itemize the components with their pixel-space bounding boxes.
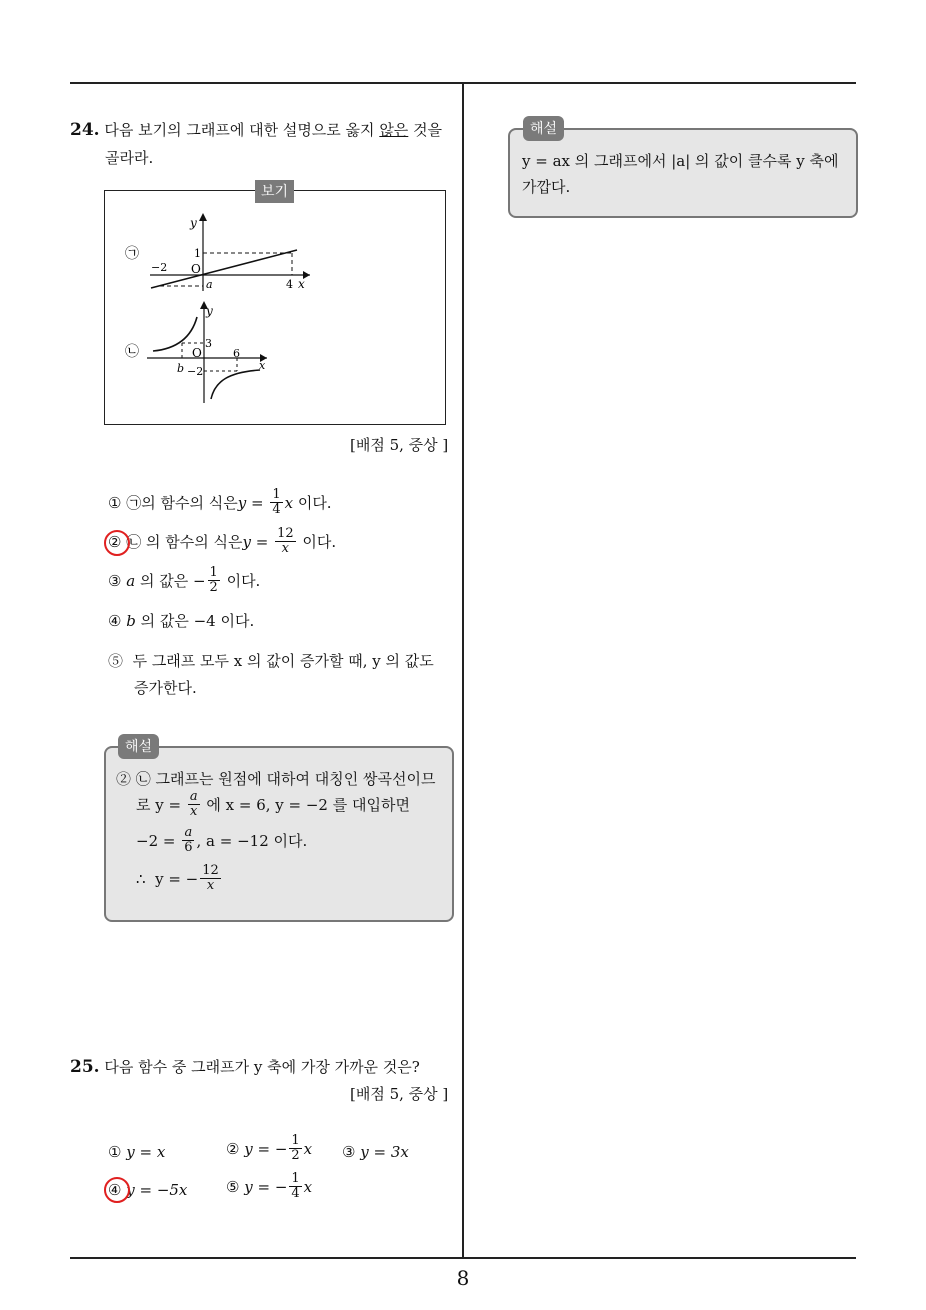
option-text: 의 값은 − [135,572,206,590]
question-25 [70,1053,460,1081]
option-var: y [242,532,251,551]
graph-b-branch-right [211,370,260,399]
question-text: 다음 보기의 그래프에 대한 설명으로 옳지 [104,121,380,139]
option-var: a [126,571,136,590]
option-post: 이다. [297,533,337,551]
question-text-line2: 골라라. [105,149,154,167]
q24-option-1[interactable] [108,488,332,517]
option-eq: = [250,532,274,551]
option-number: ④ [108,611,122,630]
option-post: 이다. [221,572,261,590]
option-number: ② [108,532,122,551]
frac-den: 6 [184,840,193,855]
option-post-var: x [284,493,294,512]
graph-a-origin: O [191,262,201,276]
sol-text: −2 = [136,831,181,850]
q24-solution-line1: ② ㉡ 그래프는 원점에 대하여 대칭인 쌍곡선이므 [116,770,436,788]
frac-den: x [281,541,290,556]
option-fraction [289,1134,301,1163]
sol-fraction [188,790,200,819]
q24-option-5[interactable] [108,648,434,702]
sol-text: 에 x = 6, y = −2 를 대입하면 [201,796,410,814]
right-solution-label: 해설 [523,116,564,141]
page-number: 8 [456,1266,470,1290]
q25-option-2[interactable] [226,1134,312,1163]
graph-a-tick-4: 4 [286,278,293,291]
q24-solution-line2 [136,790,410,819]
frac-num: 1 [209,565,218,580]
selected-answer-circle [104,1177,130,1203]
q25-option-1[interactable] [108,1143,165,1161]
selected-answer-circle [104,530,130,556]
q24-solution-line4 [136,864,223,893]
option-expr: y = 3x [360,1143,409,1161]
q24-score: [배점 5, 중상 ] [350,436,449,454]
option-number: ① [108,1143,122,1161]
graph-b-marker: ㉡ [125,344,139,360]
graph-b-x-label: x [259,359,266,372]
question-number: 25. [70,1057,100,1077]
frac-den: x [206,878,215,893]
option-text: 의 값은 −4 이다. [135,612,255,630]
graph-a-marker: ㉠ [125,246,139,262]
graph-b-branch-left [153,317,197,351]
frac-den: 4 [291,1186,300,1201]
q24-option-2[interactable] [108,527,336,556]
option-number: ① [108,493,122,512]
frac-num: a [184,825,193,840]
option-text: 두 그래프 모두 x 의 값이 증가할 때, y 의 값도 [132,652,434,670]
sol-text: , a = −12 이다. [196,832,308,850]
option-fraction [270,488,282,517]
option-var: b [126,611,136,630]
q24-option-4[interactable] [108,610,254,631]
q25-option-5[interactable] [226,1172,312,1201]
frac-num: a [189,789,198,804]
q25-option-3[interactable] [342,1143,409,1161]
option-text-line2: 증가한다. [134,679,197,697]
option-number: ② [226,1139,240,1158]
question-number: 24. [70,120,100,140]
graph-b-tick-b: b [177,362,185,375]
bogi-label: 보기 [255,180,294,203]
question-text-end: 것을 [408,121,443,139]
graph-a [125,213,310,291]
graph-a-y-arrow [199,213,207,221]
graph-a-tick-1: 1 [194,247,201,260]
bottom-rule [70,1257,856,1259]
right-solution-line1: y = ax 의 그래프에서 |a| 의 값이 클수록 y 축에 [522,152,839,170]
option-expr: y = − [244,1177,288,1196]
graph-a-x-label: x [298,277,305,291]
frac-num: 12 [202,863,219,878]
graph-a-tick-a: a [206,278,213,291]
right-solution-line2: 가깝다. [522,178,571,196]
q24-solution-label: 해설 [118,734,159,759]
graph-b-tick-neg2: −2 [187,365,204,378]
option-fraction [275,527,296,556]
graph-b-origin: O [192,346,202,360]
frac-num: 12 [277,526,294,541]
graph-a-y-label: y [190,216,197,230]
option-number: ③ [342,1143,356,1161]
option-text: ㉡ 의 함수의 식은 [126,533,243,551]
frac-num: 1 [291,1133,300,1148]
right-solution-box [508,128,858,218]
question-24 [70,116,460,172]
frac-num: 1 [272,487,281,502]
option-text: ㉠의 함수의 식은 [126,494,238,512]
option-expr: y = −5x [126,1181,188,1199]
option-number: ⑤ [108,652,124,670]
frac-den: x [190,804,198,819]
question-text: 다음 함수 중 그래프가 y 축에 가장 가까운 것은? [104,1058,420,1076]
graph-a-line [151,250,297,288]
frac-den: 2 [291,1148,300,1163]
graph-b-tick-3: 3 [205,337,212,350]
option-number: ⑤ [226,1177,240,1196]
option-post: x [303,1139,313,1158]
graph-b-tick-6: 6 [233,347,240,360]
option-number: ④ [108,1181,122,1199]
option-number: ③ [108,571,122,590]
sol-fraction [200,864,221,893]
column-divider [462,83,464,1259]
option-var: y [237,493,247,512]
graph-b-y-label: y [206,304,213,318]
bogi-graphs [105,191,445,424]
option-eq: = [246,493,269,512]
option-expr: y = − [244,1139,288,1158]
graph-b [125,301,267,403]
graph-a-tick-neg2: −2 [151,261,168,274]
option-expr: y = x [126,1143,166,1161]
q24-solution-line3 [136,826,307,855]
frac-den: 4 [272,502,281,517]
q24-option-3[interactable] [108,566,260,595]
sol-text: 로 y = [136,796,186,814]
frac-den: 2 [209,580,218,595]
option-fraction [289,1172,301,1201]
sol-text: ∴ y = − [136,869,199,888]
option-post: x [303,1177,313,1196]
frac-num: 1 [291,1171,300,1186]
sol-fraction [182,826,194,855]
option-fraction [208,566,220,595]
q25-score: [배점 5, 중상 ] [350,1085,449,1103]
option-post: 이다. [293,494,332,512]
bogi-box [104,190,446,425]
underlined-word: 않은 [379,121,409,139]
